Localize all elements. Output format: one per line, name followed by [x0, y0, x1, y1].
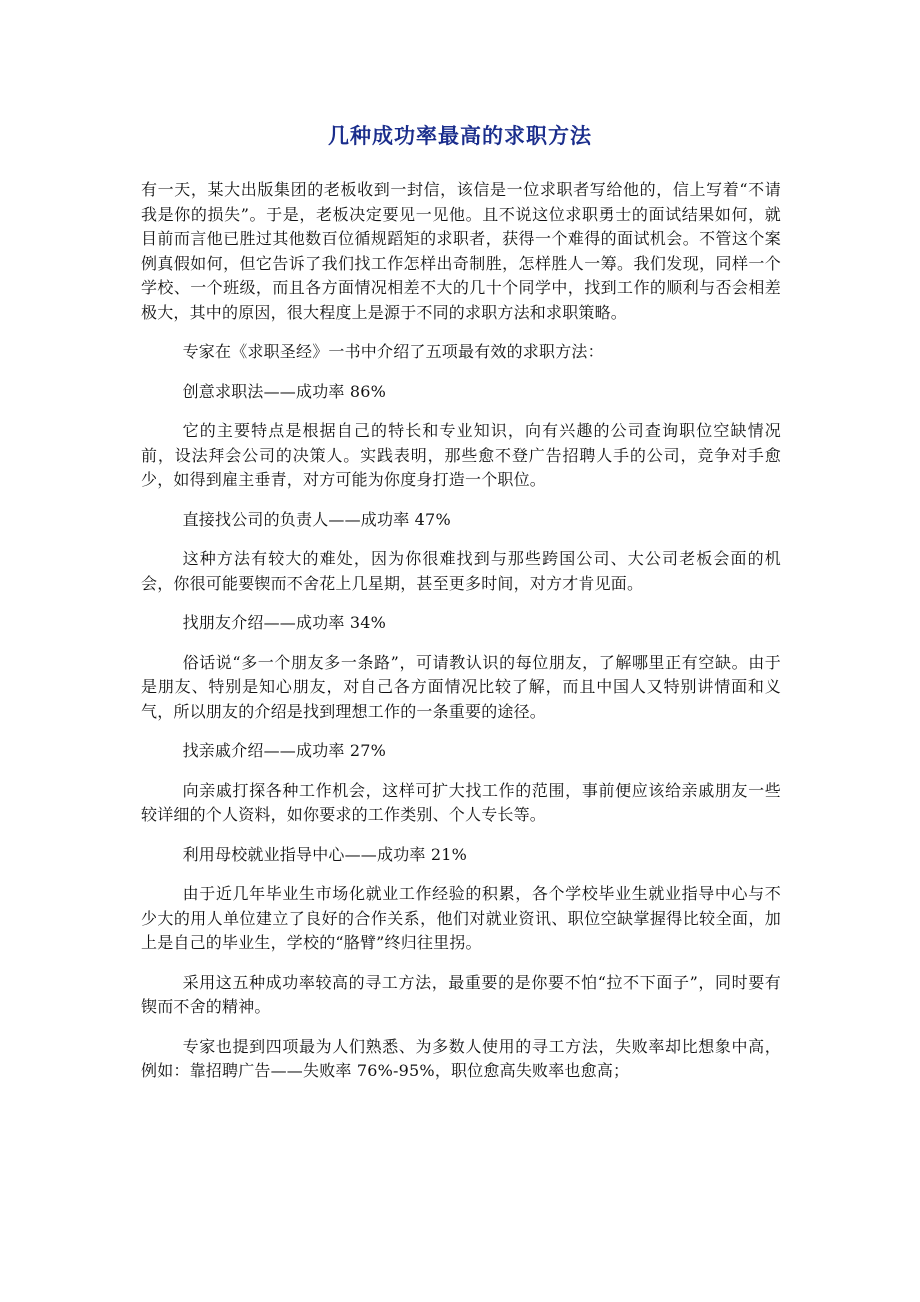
method-heading: 利用母校就业指导中心——成功率 21%: [182, 844, 468, 864]
failure-methods-paragraph: 专家也提到四项最为人们熟悉、为多数人使用的寻工方法，失败率却比想象中高，例如：靠招聘广告——失败率 76%-95%，职位愈高失败率也愈高；: [141, 1036, 781, 1080]
document-body: [141, 178, 781, 1099]
method-description: 这种方法有较大的难处，因为你很难找到与那些跨国公司、大公司老板会面的机会，你很可能要锲而不舍花上几星期，甚至更多时间，对方才肯见面。: [141, 549, 781, 593]
method-heading: 直接找公司的负责人——成功率 47%: [182, 509, 451, 529]
method-heading: 找朋友介绍——成功率 34%: [182, 613, 387, 632]
summary-paragraph: 采用这五种成功率较高的寻工方法，最重要的是你要不怕“拉不下面子”，同时要有锲而不舍的精神。: [141, 972, 781, 1016]
document-title: 几种成功率最高的求职方法: [328, 123, 592, 148]
expert-intro-paragraph: 专家在《求职圣经》一书中介绍了五项最有效的求职方法：: [182, 342, 604, 361]
method-description: 它的主要特点是根据自己的特长和专业知识，向有兴趣的公司查询职位空缺情况前，设法拜会公司的决策人。实践表明，那些愈不登广告招聘人手的公司，竞争对手愈少，如得到雇主垂青，对方可能为你度身打造一个职位。: [141, 421, 781, 489]
method-heading: 找亲戚介绍——成功率 27%: [182, 741, 387, 760]
method-description: 由于近几年毕业生市场化就业工作经验的积累，各个学校毕业生就业指导中心与不少大的用人单位建立了良好的合作关系，他们对就业资讯、职位空缺掌握得比较全面，加上是自己的毕业生，学校的“胳臂”终归往里拐。: [141, 884, 781, 952]
method-description: 俗话说“多一个朋友多一条路”，可请教认识的每位朋友，了解哪里正有空缺。由于是朋友、特别是知心朋友，对自己各方面情况比较了解，而且中国人又特别讲情面和义气，所以朋友的介绍是找到理想工作的一条重要的途径。: [141, 652, 781, 721]
intro-paragraph: 有一天，某大出版集团的老板收到一封信，该信是一位求职者写给他的，信上写着“不请我是你的损失”。于是，老板决定要见一见他。且不说这位求职勇士的面试结果如何，就目前而言他已胜过其他数百位循规蹈矩的求职者，获得一个难得的面试机会。不管这个案例真假如何，但它告诉了我们找工作怎样出奇制胜，怎样胜人一筹。我们发现，同样一个学校、一个班级，而且各方面情况相差不大的几十个同学中，找到工作的顺利与否会相差极大，其中的原因，很大程度上是源于不同的求职方法和求职策略。: [141, 180, 781, 322]
method-heading: 创意求职法——成功率 86%: [182, 381, 387, 401]
method-description: 向亲戚打探各种工作机会，这样可扩大找工作的范围，事前便应该给亲戚朋友一些较详细的个人资料，如你要求的工作类别、个人专长等。: [141, 780, 781, 824]
